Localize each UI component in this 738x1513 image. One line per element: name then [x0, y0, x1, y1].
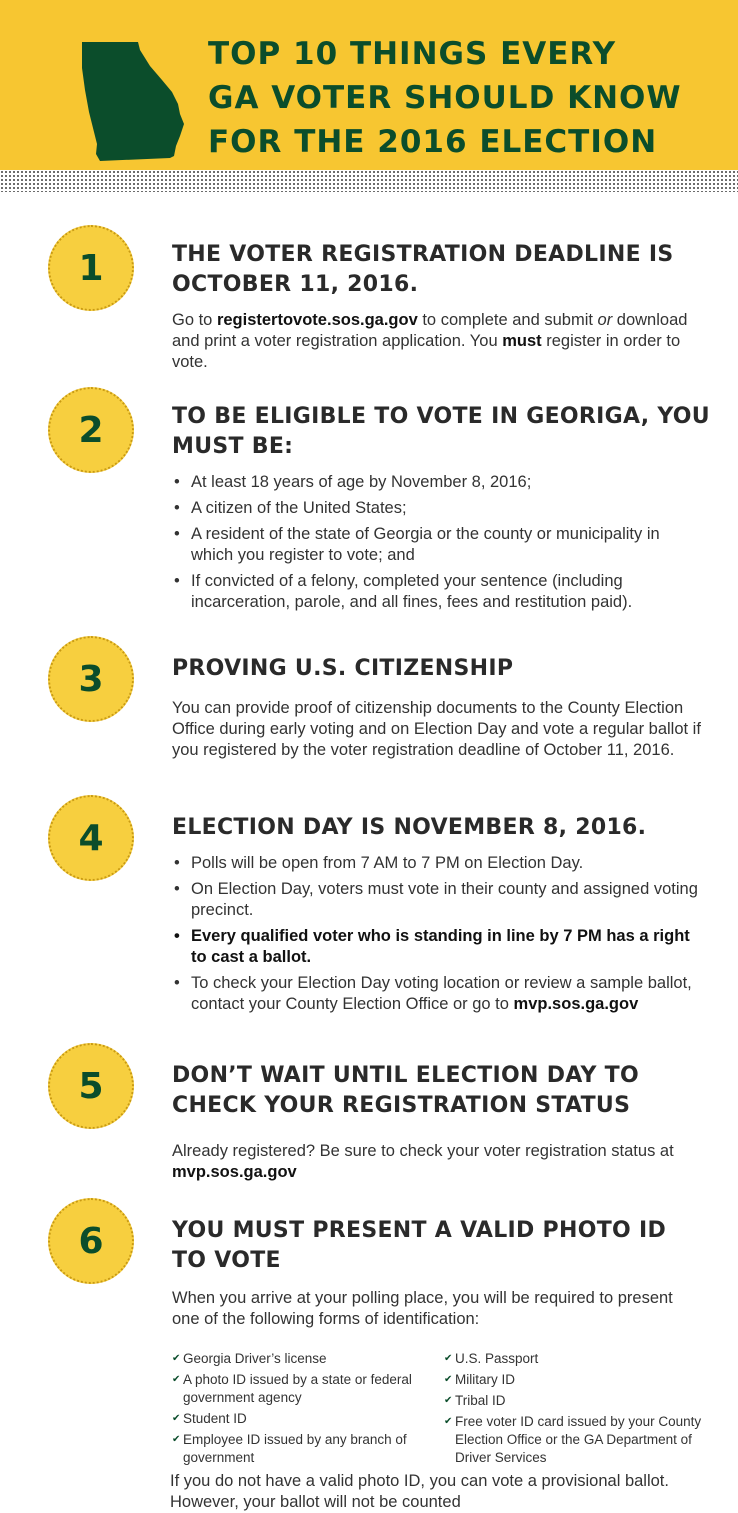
- list-item: ✔ Employee ID issued by any branch of government: [172, 1431, 412, 1467]
- item-1: [172, 240, 702, 373]
- heading-line: TO VOTE: [172, 1248, 281, 1273]
- heading-line: TO BE ELIGIBLE TO VOTE IN GEORIGA, YOU: [172, 404, 710, 429]
- text-run: Already registered? Be sure to check your voter registration status at: [172, 1142, 674, 1160]
- georgia-state-map-icon: [80, 40, 185, 165]
- heading-line: PROVING U.S. CITIZENSHIP: [172, 656, 514, 681]
- number-badge-5: 5: [48, 1043, 134, 1129]
- list-item: • If convicted of a felony, completed your sentence (including incarceration, parole, and all fines, fees and restitution paid).: [172, 571, 702, 613]
- provisional-ballot-text: If you do not have a valid photo ID, you can vote a provisional ballot. However, your ballot will not be counted: [170, 1472, 669, 1511]
- page-title: [208, 32, 728, 164]
- list-item: • A citizen of the United States;: [172, 498, 702, 519]
- list-item: • A resident of the state of Georgia or the county or municipality in which you register to vote; and: [172, 524, 702, 566]
- item-text: You can provide proof of citizenship documents to the County Election Office during early voting and on Election Day and vote a regular ballot if you registered by the voter registration deadline of October 11, 2016.: [172, 699, 701, 759]
- list-item: ✔ U.S. Passport: [444, 1350, 704, 1368]
- text-run: To check your Election Day voting location or review a sample ballot, contact your County Election Office or go to: [191, 974, 692, 1013]
- text-run: must: [502, 332, 542, 350]
- list-item: • On Election Day, voters must vote in their county and assigned voting precinct.: [172, 879, 702, 921]
- item-3: [172, 654, 702, 761]
- number-badge-2: 2: [48, 387, 134, 473]
- dotted-divider: [0, 170, 738, 192]
- list-item: ✔ A photo ID issued by a state or federal government agency: [172, 1371, 412, 1407]
- item-text: When you arrive at your polling place, you will be required to present one of the following forms of identification:: [172, 1289, 673, 1328]
- title-line: FOR THE 2016 ELECTION: [208, 124, 658, 160]
- heading-line: MUST BE:: [172, 434, 294, 459]
- item-4: [172, 813, 702, 1020]
- list-item: • Polls will be open from 7 AM to 7 PM on Election Day.: [172, 853, 702, 874]
- mvp-link[interactable]: mvp.sos.ga.gov: [513, 995, 639, 1013]
- item-heading: [172, 1216, 702, 1276]
- title-line: TOP 10 THINGS EVERY: [208, 36, 617, 72]
- item-heading: [172, 1061, 702, 1121]
- id-list-left: [172, 1350, 412, 1470]
- list-item: ✔ Tribal ID: [444, 1392, 704, 1410]
- heading-line: THE VOTER REGISTRATION DEADLINE IS: [172, 242, 674, 267]
- heading-line: CHECK YOUR REGISTRATION STATUS: [172, 1093, 631, 1118]
- list-item: ✔ Free voter ID card issued by your County Election Office or the GA Department of Driver Services: [444, 1413, 704, 1467]
- registration-link[interactable]: registertovote.sos.ga.gov: [216, 311, 418, 329]
- heading-line: ELECTION DAY IS NOVEMBER 8, 2016.: [172, 815, 647, 840]
- list-item: ✔ Georgia Driver’s license: [172, 1350, 412, 1368]
- list-item: [172, 973, 702, 1015]
- list-item: • At least 18 years of age by November 8, 2016;: [172, 472, 702, 493]
- id-list-right: [444, 1350, 704, 1470]
- text-run: register in order to vote.: [172, 332, 681, 371]
- heading-line: YOU MUST PRESENT A VALID PHOTO ID: [172, 1218, 667, 1243]
- heading-line: DON’T WAIT UNTIL ELECTION DAY TO: [172, 1063, 639, 1088]
- item-2: [172, 402, 710, 618]
- item-heading: [172, 402, 710, 462]
- heading-line: OCTOBER 11, 2016.: [172, 272, 419, 297]
- mvp-link[interactable]: mvp.sos.ga.gov: [172, 1163, 297, 1181]
- list-item: ✔ Student ID: [172, 1410, 412, 1428]
- item-5: [172, 1061, 702, 1183]
- number-badge-4: 4: [48, 795, 134, 881]
- list-item: • Every qualified voter who is standing in line by 7 PM has a right to cast a ballot.: [172, 926, 702, 968]
- number-badge-3: 3: [48, 636, 134, 722]
- text-run: or: [597, 311, 613, 329]
- number-badge-6: 6: [48, 1198, 134, 1284]
- item-text: [172, 310, 702, 373]
- item-heading: [172, 240, 702, 300]
- title-line: GA VOTER SHOULD KNOW: [208, 80, 682, 116]
- list-item: ✔ Military ID: [444, 1371, 704, 1389]
- header-banner: [0, 0, 738, 170]
- election-day-list: [172, 853, 702, 1015]
- item-text: [172, 1141, 702, 1183]
- item-6: [172, 1216, 702, 1330]
- item-heading: [172, 654, 702, 684]
- text-run: to complete and submit: [417, 311, 598, 329]
- text-run: Go to: [172, 311, 217, 329]
- eligibility-list: [172, 472, 702, 613]
- item-heading: [172, 813, 702, 843]
- number-badge-1: 1: [48, 225, 134, 311]
- text-run: download and print a voter registration application. You: [172, 311, 688, 350]
